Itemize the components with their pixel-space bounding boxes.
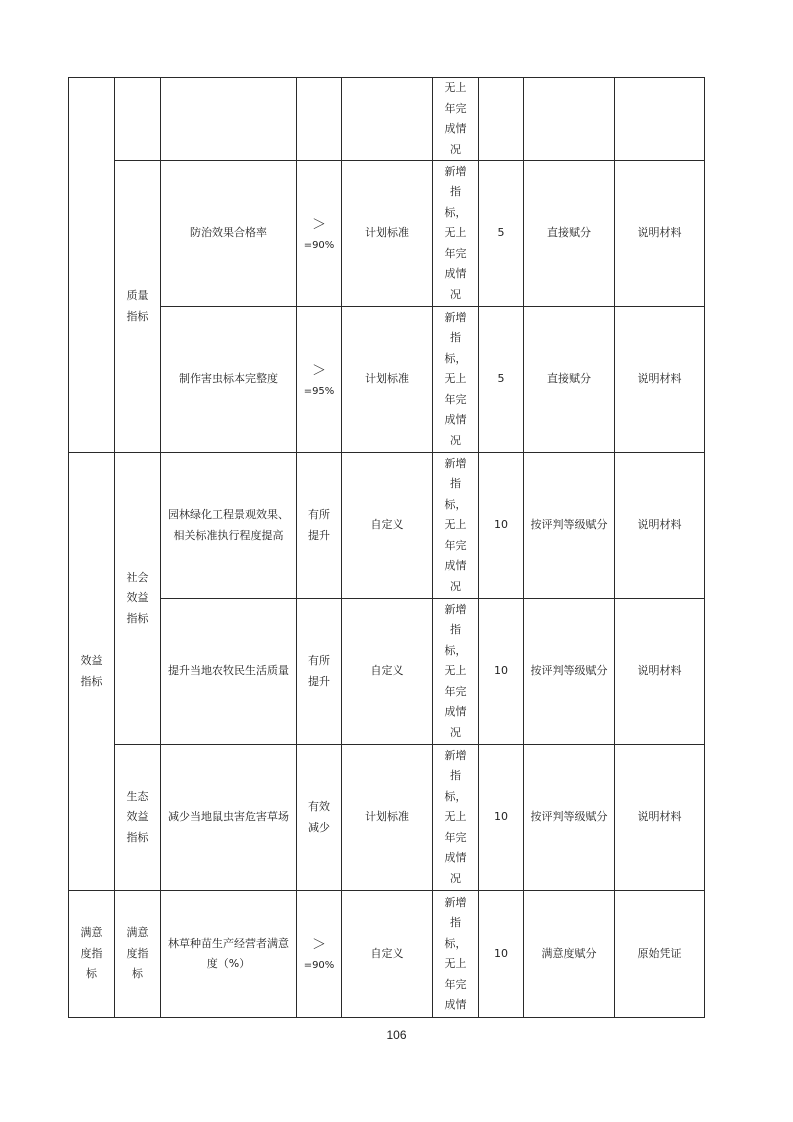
indicator-name-cell	[161, 78, 297, 161]
table-row	[69, 78, 705, 161]
method-cell: 满意度赋分	[524, 891, 615, 1018]
level2-quality-label: 质量 指标	[115, 161, 161, 453]
score-cell: 10	[479, 891, 524, 1018]
note-cell: 新增 指 标， 无上 年完 成情	[433, 891, 479, 1018]
indicator-value-cell: 有所 提升	[297, 599, 342, 745]
indicator-name-cell: 防治效果合格率	[161, 161, 297, 307]
indicator-name-cell: 提升当地农牧民生活质量	[161, 599, 297, 745]
level1-benefit-label: 效益 指标	[69, 453, 115, 891]
level2-social-label: 社会 效益 指标	[115, 453, 161, 745]
level2-eco-label: 生态 效益 指标	[115, 745, 161, 891]
table-row	[69, 599, 705, 745]
value-operator: ＞	[312, 937, 326, 953]
method-cell: 按评判等级赋分	[524, 745, 615, 891]
score-cell: 10	[479, 599, 524, 745]
page-number: 106	[386, 1028, 407, 1042]
note-cell: 新增 指 标， 无上 年完 成情 况	[433, 307, 479, 453]
score-cell	[479, 78, 524, 161]
standard-cell: 自定义	[342, 599, 433, 745]
evidence-cell: 原始凭证	[615, 891, 705, 1018]
table-row	[69, 891, 705, 1018]
standard-cell: 计划标准	[342, 161, 433, 307]
note-cell: 无上 年完 成情 况	[433, 78, 479, 161]
method-cell: 直接赋分	[524, 161, 615, 307]
table-row	[69, 161, 705, 307]
table-row	[69, 745, 705, 891]
evidence-cell: 说明材料	[615, 745, 705, 891]
indicator-name-cell: 林草种苗生产经营者满意度（%）	[161, 891, 297, 1018]
standard-cell: 计划标准	[342, 307, 433, 453]
standard-cell: 自定义	[342, 453, 433, 599]
score-cell: 5	[479, 307, 524, 453]
method-cell: 按评判等级赋分	[524, 599, 615, 745]
indicator-name-cell: 园林绿化工程景观效果、相关标准执行程度提高	[161, 453, 297, 599]
value-number: =95%	[303, 385, 335, 397]
value-operator: ＞	[312, 216, 326, 233]
score-cell: 10	[479, 745, 524, 891]
indicator-name-cell: 制作害虫标本完整度	[161, 307, 297, 453]
evidence-cell: 说明材料	[615, 307, 705, 453]
note-cell: 新增 指 标， 无上 年完 成情 况	[433, 161, 479, 307]
performance-indicator-table	[68, 77, 705, 1018]
evidence-cell	[615, 78, 705, 161]
value-number: =90%	[303, 239, 335, 251]
indicator-value-cell	[297, 307, 342, 453]
indicator-value-cell	[297, 891, 342, 1018]
standard-cell: 自定义	[342, 891, 433, 1018]
method-cell: 直接赋分	[524, 307, 615, 453]
table-row	[69, 307, 705, 453]
score-cell: 5	[479, 161, 524, 307]
indicator-name-cell: 减少当地鼠虫害危害草场	[161, 745, 297, 891]
standard-cell: 计划标准	[342, 745, 433, 891]
level1-cell-empty	[69, 78, 115, 453]
level2-satisfaction-label: 满意 度指 标	[115, 891, 161, 1018]
indicator-value-cell	[297, 161, 342, 307]
note-cell: 新增 指 标， 无上 年完 成情 况	[433, 745, 479, 891]
table-row	[69, 453, 705, 599]
value-operator: ＞	[312, 362, 326, 379]
evidence-cell: 说明材料	[615, 599, 705, 745]
indicator-value-cell	[297, 78, 342, 161]
method-cell: 按评判等级赋分	[524, 453, 615, 599]
note-cell: 新增 指 标， 无上 年完 成情 况	[433, 599, 479, 745]
indicator-value-cell: 有效 减少	[297, 745, 342, 891]
method-cell	[524, 78, 615, 161]
value-number: =90%	[303, 960, 335, 971]
standard-cell	[342, 78, 433, 161]
note-cell: 新增 指 标， 无上 年完 成情 况	[433, 453, 479, 599]
score-cell: 10	[479, 453, 524, 599]
evidence-cell: 说明材料	[615, 161, 705, 307]
level1-satisfaction-label: 满意 度指 标	[69, 891, 115, 1018]
level2-cell-empty	[115, 78, 161, 161]
evidence-cell: 说明材料	[615, 453, 705, 599]
indicator-value-cell: 有所 提升	[297, 453, 342, 599]
